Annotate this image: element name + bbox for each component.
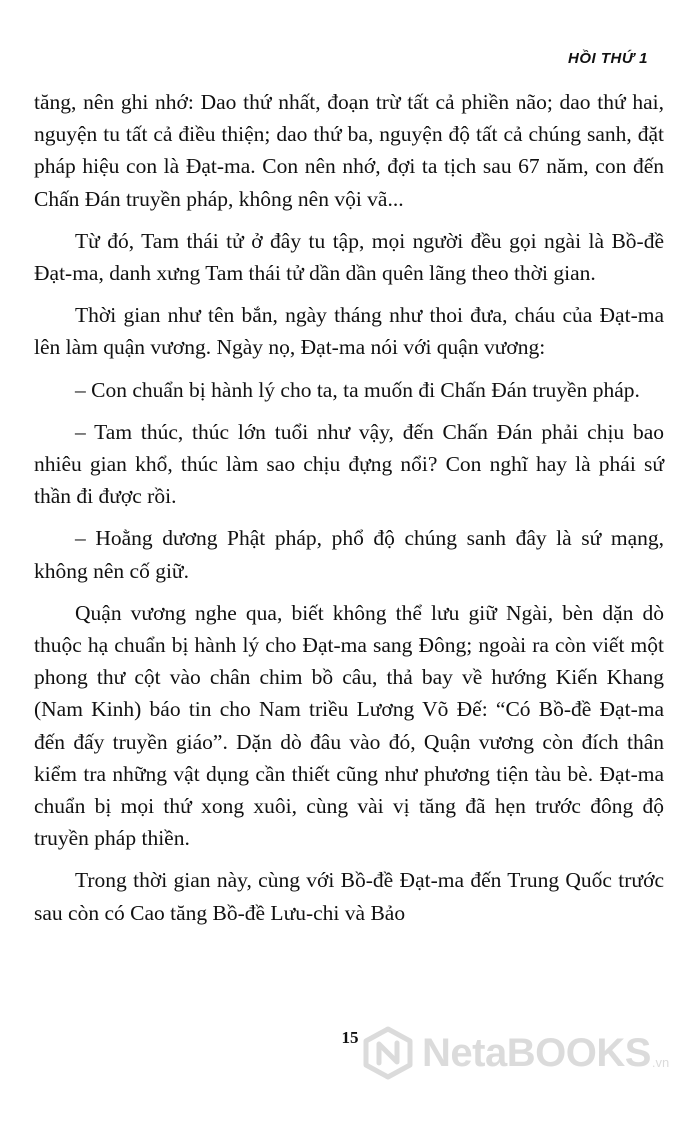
paragraph: Từ đó, Tam thái tử ở đây tu tập, mọi người đều gọi ngài là Bồ-đề Đạt-ma, danh xưng Tam thái tử dần dần quên lãng theo thời gian.	[34, 228, 664, 286]
watermark-suffix: .vn	[651, 1055, 670, 1070]
watermark-brand: NetaBOOKS	[422, 1030, 651, 1075]
paragraph: Trong thời gian này, cùng với Bồ-đề Đạt-ma đến Trung Quốc trước sau còn có Cao tăng Bồ-đề Lưu-chi và Bảo	[34, 868, 664, 925]
body-text	[34, 86, 664, 939]
paragraph: Thời gian như tên bắn, ngày tháng như thoi đưa, cháu của Đạt-ma lên làm quận vương. Ngày nọ, Đạt-ma nói với quận vương:	[34, 303, 664, 360]
paragraph: Quận vương nghe qua, biết không thể lưu giữ Ngài, bèn dặn dò thuộc hạ chuẩn bị hành lý cho Đạt-ma sang Đông; ngoài ra còn viết một phong thư cột vào chân chim bồ câu, thả bay về hướng Kiến Khang (Nam Kinh) báo tin cho Nam triều Lương Võ Đế: “Có Bồ-đề Đạt-ma đến đấy truyền giáo”. Dặn dò đâu vào đó, Quận vương còn đích thân kiểm tra những vật dụng cần thiết cũng như phương tiện tàu bè. Đạt-ma chuẩn bị mọi thứ xong xuôi, cùng vài vị tăng đã hẹn trước đông độ truyền pháp thiền.	[34, 600, 664, 851]
dialogue-line: – Tam thúc, thúc lớn tuổi như vậy, đến Chấn Đán phải chịu bao nhiêu gian khổ, thúc làm sao chịu đựng nổi? Con nghĩ hay là phái sứ thần đi được rồi.	[34, 419, 664, 509]
paragraph: tăng, nên ghi nhớ: Dao thứ nhất, đoạn trừ tất cả phiền não; dao thứ hai, nguyện tu tất cả điều thiện; dao thứ ba, nguyện độ tất cả chúng sanh, đặt pháp hiệu con là Đạt-ma. Con nên nhớ, đợi ta tịch sau 67 năm, con đến Chấn Đán truyền pháp, không nên vội vã...	[34, 90, 664, 211]
dialogue-line: – Hoằng dương Phật pháp, phổ độ chúng sanh đây là sứ mạng, không nên cố giữ.	[34, 526, 664, 583]
page-number: 15	[341, 1028, 359, 1047]
running-header: HỒI THỨ 1	[568, 50, 648, 67]
dialogue-line: – Con chuẩn bị hành lý cho ta, ta muốn đi Chấn Đán truyền pháp.	[75, 377, 640, 402]
watermark	[360, 1018, 690, 1088]
netabooks-logo-icon	[360, 1025, 416, 1081]
